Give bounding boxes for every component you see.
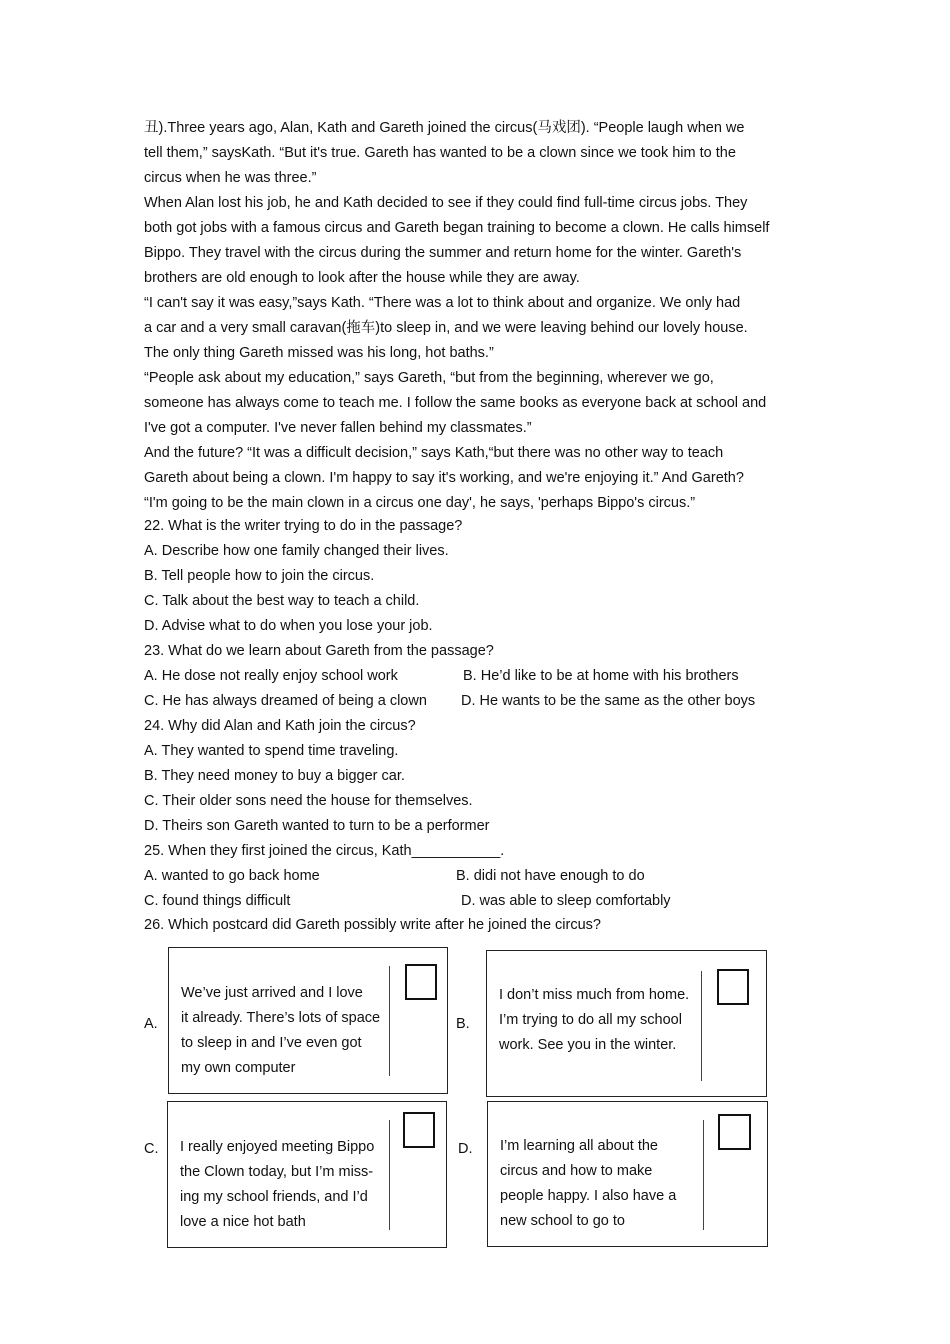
passage-line: Bippo. They travel with the circus during the summer and return home for the winter. Gareth's (144, 245, 742, 261)
card-b-label: B. (456, 1016, 470, 1032)
q22-option-d: D. Advise what to do when you lose your job. (144, 618, 433, 634)
passage-line: I've got a computer. I've never fallen behind my classmates.” (144, 420, 532, 436)
q23-option-d: D. He wants to be the same as the other boys (461, 693, 756, 709)
q22-option-c: C. Talk about the best way to teach a child. (144, 593, 420, 609)
passage-line: Gareth about being a clown. I'm happy to say it's working, and we're enjoying it.” And Gareth? (144, 470, 744, 486)
postcard-line: I’m learning all about the (500, 1138, 658, 1154)
postcard-line: my own computer (181, 1060, 296, 1076)
passage-line: “I can't say it was easy,”says Kath. “There was a lot to think about and organize. We only had (144, 295, 741, 311)
card-a-label: A. (144, 1016, 158, 1032)
postcard-divider (389, 1120, 390, 1230)
passage-line: a car and a very small caravan(拖车)to sleep in, and we were leaving behind our lovely house. (144, 320, 748, 336)
postcard-line: I really enjoyed meeting Bippo (180, 1139, 375, 1155)
card-d-label: D. (458, 1141, 473, 1157)
passage-line: both got jobs with a famous circus and Gareth began training to become a clown. He calls himself (144, 220, 770, 236)
postcard-line: new school to go to (500, 1213, 625, 1229)
q24-option-d: D. Theirs son Gareth wanted to turn to be a performer (144, 818, 490, 834)
postcard-c (167, 1101, 447, 1248)
passage-line: “I'm going to be the main clown in a circus one day', he says, 'perhaps Bippo's circus.” (144, 495, 696, 511)
q22-option-a: A. Describe how one family changed their lives. (144, 543, 449, 559)
q23-option-c: C. He has always dreamed of being a clown (144, 693, 427, 709)
passage-line: brothers are old enough to look after the house while they are away. (144, 270, 580, 286)
passage-line: And the future? “It was a difficult decision,” says Kath,“but there was no other way to teach (144, 445, 724, 461)
postcard-line: We’ve just arrived and I love (181, 985, 363, 1001)
postcard-line: I’m trying to do all my school (499, 1012, 682, 1028)
card-c-label: C. (144, 1141, 159, 1157)
q25-option-b: B. didi not have enough to do (456, 868, 645, 884)
q22-option-b: B. Tell people how to join the circus. (144, 568, 375, 584)
postcard-line: it already. There’s lots of space (181, 1010, 381, 1026)
stamp-box-icon (405, 964, 437, 1000)
postcard-line: people happy. I also have a (500, 1188, 677, 1204)
passage-line: someone has always come to teach me. I follow the same books as everyone back at school and (144, 395, 767, 411)
postcard-d (487, 1101, 768, 1247)
question-23: 23. What do we learn about Gareth from the passage? (144, 643, 494, 659)
passage-line: “People ask about my education,” says Gareth, “but from the beginning, wherever we go, (144, 370, 714, 386)
question-25: 25. When they first joined the circus, Kath___________. (144, 843, 505, 859)
q24-option-a: A. They wanted to spend time traveling. (144, 743, 399, 759)
question-22: 22. What is the writer trying to do in the passage? (144, 518, 463, 534)
postcard-line: to sleep in and I’ve even got (181, 1035, 362, 1051)
q24-option-c: C. Their older sons need the house for themselves. (144, 793, 473, 809)
postcard-line: I don’t miss much from home. (499, 987, 690, 1003)
postcard-a (168, 947, 448, 1094)
postcard-line: circus and how to make (500, 1163, 653, 1179)
q25-option-d: D. was able to sleep comfortably (461, 893, 671, 909)
question-24: 24. Why did Alan and Kath join the circus? (144, 718, 416, 734)
q23-option-b: B. He’d like to be at home with his brothers (463, 668, 739, 684)
passage-line: 丑).Three years ago, Alan, Kath and Gareth joined the circus(马戏团). “People laugh when we (144, 120, 745, 136)
stamp-box-icon (718, 1114, 751, 1150)
passage-line: When Alan lost his job, he and Kath decided to see if they could find full-time circus jobs. They (144, 195, 748, 211)
postcard-divider (703, 1120, 704, 1230)
postcard-divider (389, 966, 390, 1076)
postcard-line: the Clown today, but I’m miss- (180, 1164, 374, 1180)
passage-line: circus when he was three.” (144, 170, 317, 186)
q24-option-b: B. They need money to buy a bigger car. (144, 768, 405, 784)
postcard-line: love a nice hot bath (180, 1214, 306, 1230)
stamp-box-icon (403, 1112, 435, 1148)
postcard-b (486, 950, 767, 1097)
passage-line: tell them,” saysKath. “But it's true. Gareth has wanted to be a clown since we took him to the (144, 145, 736, 161)
passage-line: The only thing Gareth missed was his long, hot baths.” (144, 345, 494, 361)
postcard-divider (701, 971, 702, 1081)
postcard-line: ing my school friends, and I’d (180, 1189, 368, 1205)
q25-option-c: C. found things difficult (144, 893, 291, 909)
q23-option-a: A. He dose not really enjoy school work (144, 668, 398, 684)
passage (144, 116, 806, 516)
q25-option-a: A. wanted to go back home (144, 868, 320, 884)
postcard-line: work. See you in the winter. (499, 1037, 677, 1053)
question-26: 26. Which postcard did Gareth possibly write after he joined the circus? (144, 917, 601, 933)
stamp-box-icon (717, 969, 749, 1005)
